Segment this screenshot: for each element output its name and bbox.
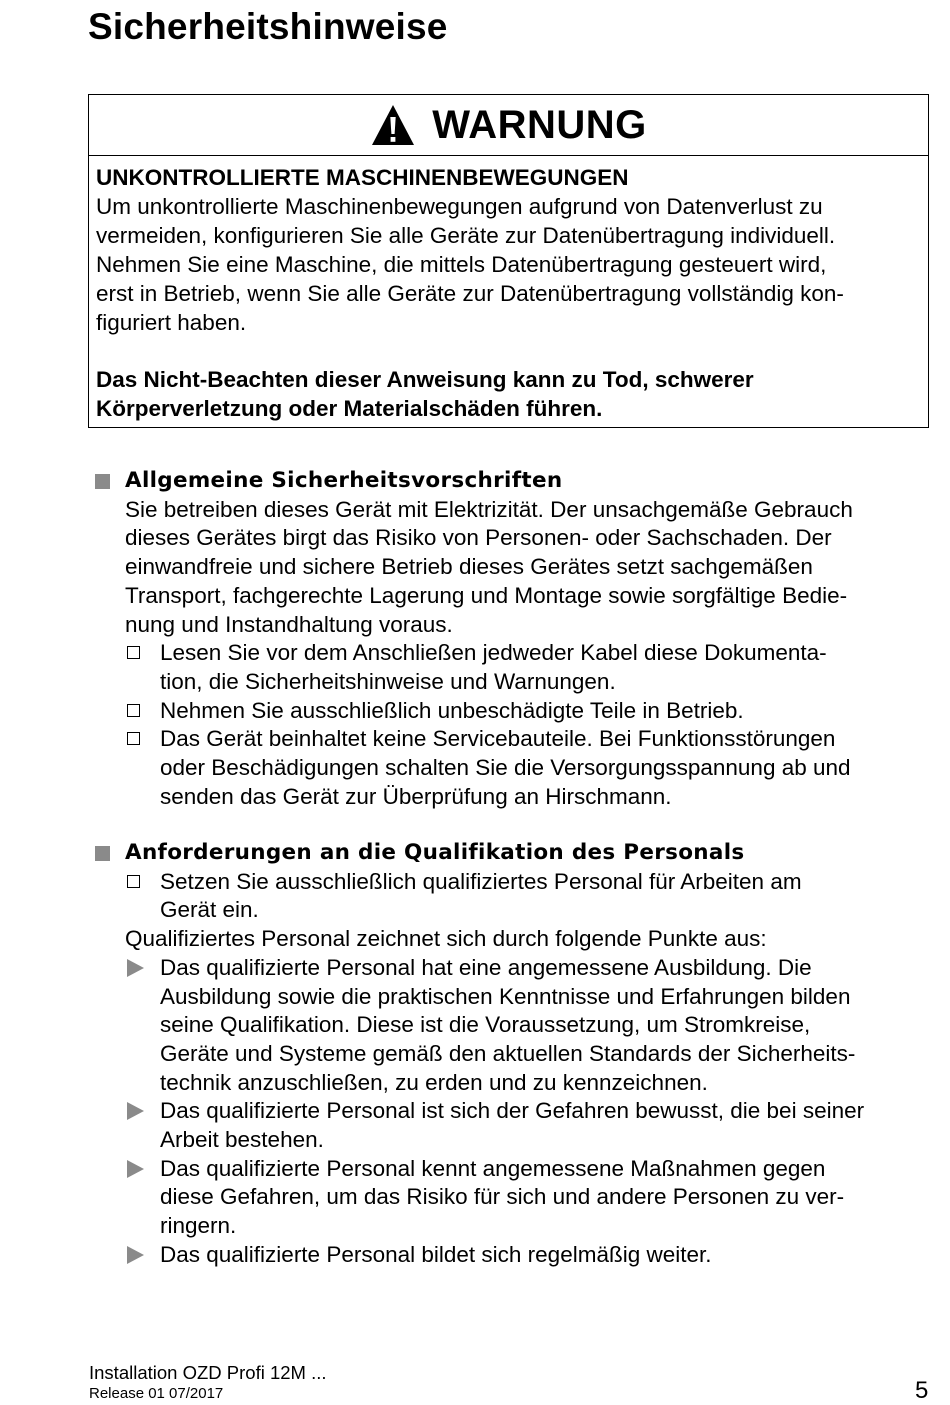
- warning-box: [88, 94, 929, 428]
- text-line: nung und Instandhaltung voraus.: [125, 611, 453, 637]
- text-line: technik anzuschließen, zu erden und zu kennzeichnen.: [160, 1069, 708, 1095]
- paragraph: [93, 925, 933, 954]
- text-line: Das qualifizierte Personal ist sich der Gefahren bewusst, die bei seiner: [160, 1098, 865, 1124]
- warning-body: [89, 156, 928, 423]
- checkbox-icon: [127, 704, 140, 717]
- warning-text-line: erst in Betrieb, wenn Sie alle Geräte zur Datenübertragung vollständig kon-: [96, 281, 844, 306]
- text-line: Setzen Sie ausschließlich qualifiziertes Personal für Arbeiten am: [160, 868, 802, 894]
- checkbox-icon: [127, 646, 140, 659]
- section-heading-text: Allgemeine Sicherheitsvorschriften: [125, 468, 563, 493]
- arrow-right-icon: [127, 1102, 144, 1120]
- text-line: Qualifiziertes Personal zeichnet sich durch folgende Punkte aus:: [125, 926, 767, 952]
- arrow-right-icon: [127, 1246, 144, 1264]
- warning-subtitle: UNKONTROLLIERTE MASCHINENBEWEGUNGEN: [96, 165, 629, 190]
- warning-consequence-line: Körperverletzung oder Materialschäden führen.: [96, 396, 603, 421]
- arrow-right-icon: [127, 959, 144, 977]
- general-safety-section: [93, 467, 933, 811]
- warning-consequence-line: Das Nicht-Beachten dieser Anweisung kann zu Tod, schwerer: [96, 367, 754, 392]
- text-line: Das qualifizierte Personal bildet sich regelmäßig weiter.: [160, 1241, 712, 1267]
- arrow-right-icon: [127, 1160, 144, 1178]
- arrow-list-item: [93, 1241, 933, 1270]
- checklist-item: [93, 725, 933, 811]
- warning-text-line: Um unkontrollierte Maschinenbewegungen aufgrund von Datenverlust zu: [96, 194, 823, 219]
- text-line: Nehmen Sie ausschließlich unbeschädigte Teile in Betrieb.: [160, 697, 744, 723]
- text-line: Das qualifizierte Personal hat eine angemessene Ausbildung. Die: [160, 954, 812, 980]
- section-heading-text: Anforderungen an die Qualifikation des Personals: [125, 840, 745, 865]
- warning-text-line: vermeiden, konfigurieren Sie alle Geräte zur Datenübertragung individuell.: [96, 223, 836, 248]
- warning-triangle-icon: [370, 103, 416, 147]
- checklist-item: [93, 697, 933, 726]
- paragraph: [93, 496, 933, 640]
- text-line: Ausbildung sowie die praktischen Kenntnisse und Erfahrungen bilden: [160, 983, 851, 1009]
- checklist-item: [93, 868, 933, 925]
- warning-header: [89, 95, 928, 156]
- text-line: Das Gerät beinhaltet keine Servicebauteile. Bei Funktionsstörungen: [160, 726, 836, 752]
- warning-label: WARNUNG: [432, 103, 647, 147]
- footer-document-title: Installation OZD Profi 12M ...: [89, 1362, 327, 1383]
- text-line: Arbeit bestehen.: [160, 1127, 324, 1153]
- footer-release: Release 01 07/2017: [89, 1385, 224, 1402]
- checkbox-icon: [127, 875, 140, 888]
- warning-text-line: figuriert haben.: [96, 310, 247, 335]
- text-line: Gerät ein.: [160, 897, 259, 923]
- text-line: Transport, fachgerechte Lagerung und Montage sowie sorgfältige Bedie-: [125, 582, 848, 608]
- arrow-list-item: [93, 1155, 933, 1241]
- section-heading: [93, 839, 933, 868]
- text-line: Geräte und Systeme gemäß den aktuellen Standards der Sicherheits-: [160, 1040, 856, 1066]
- text-line: seine Qualifikation. Diese ist die Voraussetzung, um Stromkreise,: [160, 1012, 811, 1038]
- text-line: senden das Gerät zur Überprüfung an Hirschmann.: [160, 783, 672, 809]
- warning-consequence: [96, 365, 920, 423]
- warning-text-line: Nehmen Sie eine Maschine, die mittels Datenübertragung gesteuert wird,: [96, 252, 827, 277]
- text-line: einwandfreie und sichere Betrieb dieses Gerätes setzt sachgemäßen: [125, 554, 813, 580]
- text-line: tion, die Sicherheitshinweise und Warnungen.: [160, 668, 616, 694]
- text-line: Lesen Sie vor dem Anschließen jedweder Kabel diese Dokumenta-: [160, 640, 827, 666]
- arrow-list-item: [93, 1097, 933, 1154]
- arrow-list-item: [93, 954, 933, 1098]
- page-title: Sicherheitshinweise: [88, 6, 448, 47]
- text-line: diese Gefahren, um das Risiko für sich und andere Personen zu ver-: [160, 1184, 845, 1210]
- text-line: Das qualifizierte Personal kennt angemessene Maßnahmen gegen: [160, 1155, 826, 1181]
- page-number: 5: [915, 1377, 929, 1404]
- checklist-item: [93, 639, 933, 696]
- text-line: ringern.: [160, 1213, 237, 1239]
- text-line: Sie betreiben dieses Gerät mit Elektrizität. Der unsachgemäße Gebrauch: [125, 496, 853, 522]
- square-bullet-icon: [95, 474, 110, 489]
- qualification-section: [93, 839, 933, 1270]
- square-bullet-icon: [95, 846, 110, 861]
- text-line: oder Beschädigungen schalten Sie die Versorgungsspannung ab und: [160, 755, 851, 781]
- section-heading: [93, 467, 933, 496]
- text-line: dieses Gerätes birgt das Risiko von Personen- oder Sachschaden. Der: [125, 525, 832, 551]
- checkbox-icon: [127, 732, 140, 745]
